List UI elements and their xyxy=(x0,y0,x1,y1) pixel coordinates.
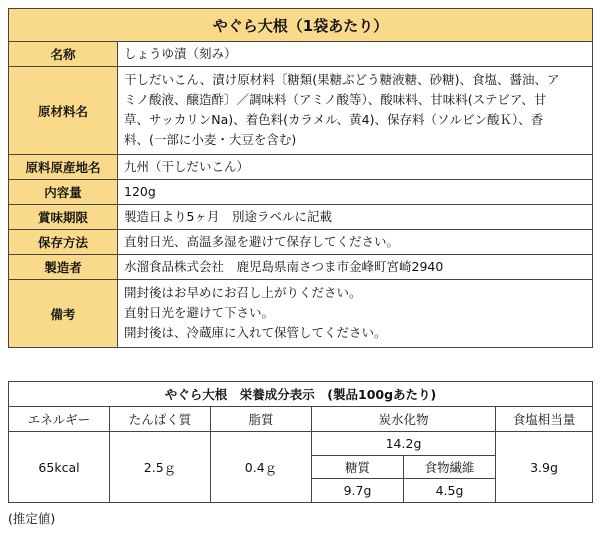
sodium-header: 食塩相当量 xyxy=(496,407,593,432)
label-row-manufacturer xyxy=(9,255,593,280)
label-line: 料、(一部に小麦・大豆を含む) xyxy=(124,132,297,147)
label-line: 開封後はお早めにお召し上がりください。 xyxy=(124,285,362,300)
label-title-row xyxy=(9,9,593,42)
fat-header: 脂質 xyxy=(211,407,312,432)
sugar-header: 糖質 xyxy=(312,456,404,479)
label-header: 名称 xyxy=(9,42,118,67)
product-label-table xyxy=(8,8,593,348)
label-row-ingredients xyxy=(9,67,593,155)
nutrition-table xyxy=(8,381,593,503)
label-value: 九州（干しだいこん） xyxy=(118,155,593,180)
label-line: 直射日光を避けて下さい。 xyxy=(124,305,275,320)
label-value: 直射日光、高温多湿を避けて保存してください。 xyxy=(118,230,593,255)
sugar-value: 9.7g xyxy=(312,479,404,503)
label-value xyxy=(118,280,593,348)
fiber-header: 食物繊維 xyxy=(404,456,496,479)
estimate-footnote: (推定値) xyxy=(8,511,56,526)
nutrition-title: やぐら大根 栄養成分表示 (製品100gあたり) xyxy=(9,382,593,407)
label-row-origin xyxy=(9,155,593,180)
label-line: 開封後は、冷蔵庫に入れて保管してください。 xyxy=(124,325,387,340)
carbohydrate-header: 炭水化物 xyxy=(312,407,496,432)
label-line: 干しだいこん、漬け原材料〔糖類(果糖ぶどう糖液糖、砂糖)、食塩、醤油、ア xyxy=(124,72,560,87)
label-value: しょうゆ漬（刻み） xyxy=(118,42,593,67)
fiber-value: 4.5g xyxy=(404,479,496,503)
label-value: 水溜食品株式会社 鹿児島県南さつま市金峰町宮崎2940 xyxy=(118,255,593,280)
label-header: 原材料名 xyxy=(9,67,118,155)
sodium-value: 3.9g xyxy=(496,432,593,503)
label-line: ミノ酸液、醸造酢〕／調味料（アミノ酸等）、酸味料、甘味料(ステビア、甘 xyxy=(124,92,547,107)
label-value: 120g xyxy=(118,180,593,205)
label-row-notes xyxy=(9,280,593,348)
label-header: 製造者 xyxy=(9,255,118,280)
label-title: やぐら大根（1袋あたり） xyxy=(9,9,593,42)
label-value xyxy=(118,67,593,155)
label-header: 保存方法 xyxy=(9,230,118,255)
fat-value: 0.4ｇ xyxy=(211,432,312,503)
label-row-content xyxy=(9,180,593,205)
label-header: 原料原産地名 xyxy=(9,155,118,180)
energy-value: 65kcal xyxy=(9,432,110,503)
label-line: 草、サッカリンNa)、着色料(カラメル、黄4)、保存料（ソルビン酸Ｋ）、香 xyxy=(124,112,544,127)
carbohydrate-value: 14.2g xyxy=(312,432,496,456)
label-header: 内容量 xyxy=(9,180,118,205)
label-value: 製造日より5ヶ月 別途ラベルに記載 xyxy=(118,205,593,230)
label-row-name xyxy=(9,42,593,67)
label-header: 賞味期限 xyxy=(9,205,118,230)
label-header: 備考 xyxy=(9,280,118,348)
label-row-storage xyxy=(9,230,593,255)
protein-header: たんぱく質 xyxy=(110,407,211,432)
energy-header: エネルギー xyxy=(9,407,110,432)
protein-value: 2.5ｇ xyxy=(110,432,211,503)
label-row-expiry xyxy=(9,205,593,230)
